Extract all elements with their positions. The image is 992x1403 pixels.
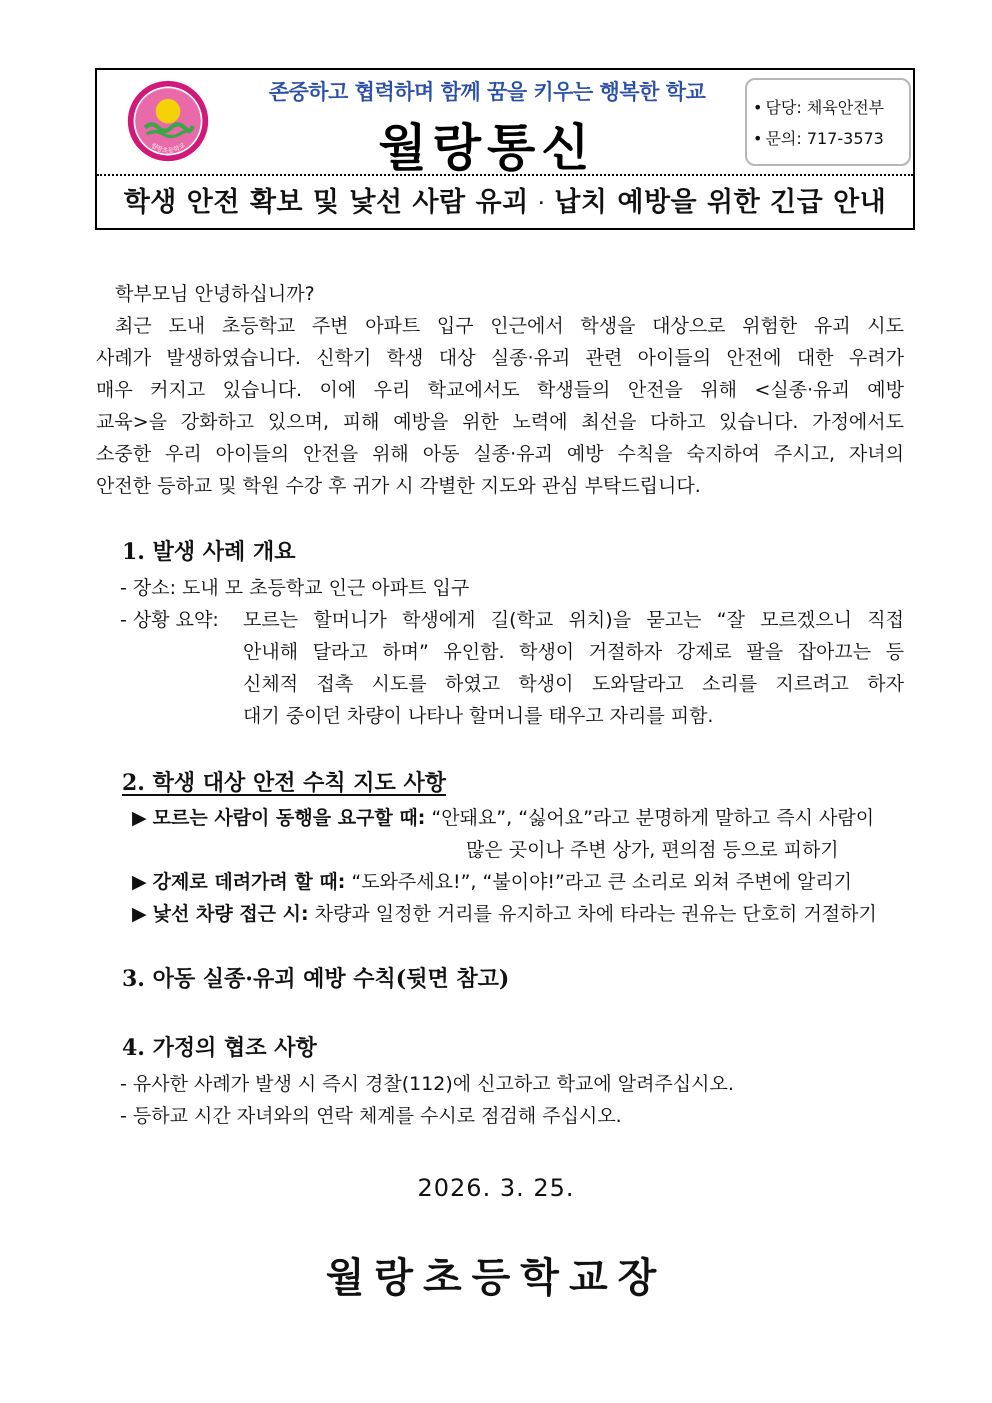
intro-line: 최근 도내 초등학교 주변 아파트 입구 인근에서 학생을 대상으로 위험한 유괴 시도 <box>115 315 904 337</box>
bullet: • <box>753 129 763 148</box>
incident-summary-line: 안내해 달라고 하며” 유인함. 학생이 거절하자 강제로 팔을 잡아끄는 등 <box>243 641 904 663</box>
principal-signature: 월랑초등학교장 <box>325 1254 667 1301</box>
headline-part1: 학생 안전 확보 및 낯선 사람 유괴 <box>123 187 529 218</box>
contact-text: 담당: 체육안전부 <box>765 98 885 117</box>
issue-date: 2026. 3. 25. <box>417 1174 575 1202</box>
headline-part2: 납치 예방을 위한 긴급 안내 <box>554 187 887 218</box>
section-title-safety-rules: 2. 학생 대상 안전 수칙 지도 사항 <box>122 770 446 796</box>
newsletter-title: 월랑통신 <box>378 118 596 177</box>
incident-place: - 장소: 도내 모 초등학교 인근 아파트 입구 <box>120 577 470 599</box>
arrow-icon: ▶ <box>132 871 147 893</box>
incident-summary-line: 대기 중이던 차량이 나타나 할머니를 태우고 자리를 피함. <box>243 705 714 727</box>
intro-line: 안전한 등하교 및 학원 수강 후 귀가 시 각별한 지도와 관심 부탁드립니다. <box>96 475 701 497</box>
section-title-home-cooperation: 4. 가정의 협조 사항 <box>122 1035 317 1061</box>
header-divider <box>97 174 913 176</box>
safety-rule-forced <box>132 867 852 894</box>
school-motto: 존중하고 협력하며 함께 꿈을 키우는 행복한 학교 <box>268 80 706 104</box>
header-top <box>97 70 913 177</box>
contact-department <box>753 92 909 123</box>
contact-phone <box>753 123 909 154</box>
incident-summary-label: - 상황 요약: <box>120 609 219 631</box>
section-title-incident: 1. 발생 사례 개요 <box>122 539 296 565</box>
headline-separator: · <box>538 195 545 212</box>
cooperation-item: - 등하교 시간 자녀와의 연락 체계를 수시로 점검해 주십시오. <box>120 1105 622 1127</box>
greeting: 학부모님 안녕하십니까? <box>115 283 315 305</box>
intro-line: 매우 커지고 있습니다. 이에 우리 학교에서도 학생들의 안전을 위해 <실종·유괴 예방 <box>96 379 904 401</box>
incident-summary-line: 모르는 할머니가 학생에게 길(학교 위치)을 묻고는 “잘 모르겠으니 직접 <box>243 609 904 631</box>
rule-text: “안돼요”, “싫어요”라고 분명하게 말하고 즉시 사람이 <box>431 807 875 829</box>
rule-text: “도와주세요!”, “불이야!”라고 큰 소리로 외쳐 주변에 알리기 <box>351 871 853 893</box>
section-title-prevention-rules: 3. 아동 실종·유괴 예방 수칙(뒷면 참고) <box>122 966 510 992</box>
contact-text: 문의: 717-3573 <box>765 129 884 148</box>
rule-text: 차량과 일정한 거리를 유지하고 차에 타라는 권유는 단호히 거절하기 <box>314 903 877 925</box>
school-logo-icon <box>127 80 209 162</box>
intro-line: 소중한 우리 아이들의 안전을 위해 아동 실종·유괴 예방 수칙을 숙지하여 주시고, 자녀의 <box>96 443 904 465</box>
notice-headline <box>97 180 913 219</box>
logo-text: 월랑초등학교 <box>149 141 187 155</box>
rule-label: 모르는 사람이 동행을 요구할 때: <box>152 807 426 829</box>
bullet: • <box>753 98 763 117</box>
arrow-icon: ▶ <box>132 807 147 829</box>
intro-line: 교육>을 강화하고 있으며, 피해 예방을 위한 노력에 최선을 다하고 있습니다. 가정에서도 <box>96 411 904 433</box>
newsletter-header <box>95 68 915 230</box>
rule-label: 강제로 데려가려 할 때: <box>152 871 346 893</box>
arrow-icon: ▶ <box>132 903 147 925</box>
cooperation-item: - 유사한 사례가 발생 시 즉시 경찰(112)에 신고하고 학교에 알려주십시오. <box>120 1073 734 1095</box>
rule-label: 낯선 차량 접근 시: <box>152 903 309 925</box>
safety-rule-stranger <box>132 803 874 830</box>
incident-summary-line: 신체적 접촉 시도를 하였고 학생이 도와달라고 소리를 지르려고 하자 <box>243 673 904 695</box>
rule-text-continued: 많은 곳이나 주변 상가, 편의점 등으로 피하기 <box>466 839 839 861</box>
safety-rule-vehicle <box>132 899 877 926</box>
intro-line: 사례가 발생하였습니다. 신학기 학생 대상 실종·유괴 관련 아이들의 안전에 대한 우려가 <box>96 347 904 369</box>
contact-box <box>745 78 911 166</box>
